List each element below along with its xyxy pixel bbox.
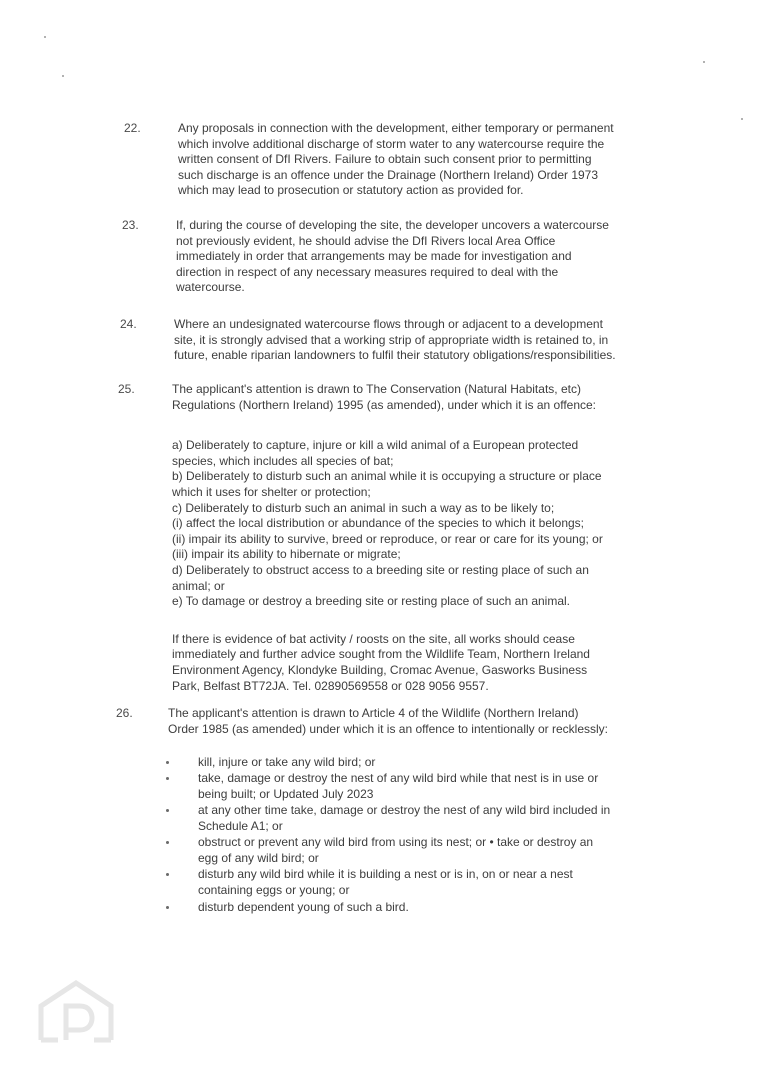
paragraph-body — [178, 121, 614, 199]
text-line: disturb any wild bird while it is building a nest or is in, on or near a nest — [198, 867, 573, 881]
paragraph-gap — [172, 413, 603, 438]
text-line: site, it is strongly advised that a working strip of appropriate width is retained to, in — [174, 332, 609, 347]
text-line: written consent of DfI Rivers. Failure to obtain such consent prior to permitting — [178, 152, 592, 167]
paragraph-number: 25. — [118, 382, 135, 396]
text-line: containing eggs or young; or — [198, 882, 350, 897]
paragraph-body — [172, 382, 603, 694]
text-line: direction in respect of any necessary measures required to deal with the — [176, 264, 559, 279]
text-line: species, which includes all species of bat; — [172, 453, 394, 468]
scan-speck — [741, 118, 743, 120]
text-line: which may lead to prosecution or statutory action as provided for. — [178, 183, 524, 198]
text-line: watercourse. — [176, 280, 245, 295]
text-line: which involve additional discharge of storm water to any watercourse require the — [178, 136, 605, 151]
text-line: The applicant's attention is drawn to Article 4 of the Wildlife (Northern Ireland) — [168, 706, 579, 720]
text-line: e) To damage or destroy a breeding site or resting place of such an animal. — [172, 594, 571, 609]
bullet-dot-icon — [166, 777, 169, 780]
text-line: kill, injure or take any wild bird; or — [198, 755, 376, 769]
scan-speck — [44, 36, 46, 38]
paragraph-gap — [172, 610, 603, 632]
text-line: Any proposals in connection with the development, either temporary or permanent — [178, 121, 614, 135]
scan-speck — [703, 61, 705, 63]
bullet-dot-icon — [166, 841, 169, 844]
text-line: If there is evidence of bat activity / roosts on the site, all works should cease — [172, 631, 575, 646]
text-line: not previously evident, he should advise the DfI Rivers local Area Office — [176, 233, 556, 248]
text-line: being built; or Updated July 2023 — [198, 786, 374, 801]
paragraph-body — [174, 317, 616, 364]
bullet-list — [166, 755, 686, 925]
text-line: Schedule A1; or — [198, 818, 283, 833]
text-line: egg of any wild bird; or — [198, 850, 319, 865]
text-line: at any other time take, damage or destroy the nest of any wild bird included in — [198, 803, 611, 817]
text-line: (ii) impair its ability to survive, breed or reproduce, or rear or care for its young; or — [172, 531, 603, 546]
paragraph-body — [168, 706, 608, 737]
text-line: If, during the course of developing the site, the developer uncovers a watercourse — [176, 218, 609, 232]
house-p-logo-icon — [36, 978, 116, 1044]
text-line: (i) affect the local distribution or abundance of the species to which it belongs; — [172, 516, 585, 531]
paragraph-number: 23. — [122, 218, 139, 232]
text-line: disturb dependent young of such a bird. — [198, 900, 409, 914]
text-line: c) Deliberately to disturb such an animal in such a way as to be likely to; — [172, 500, 555, 515]
text-line: take, damage or destroy the nest of any wild bird while that nest is in use or — [198, 771, 599, 785]
text-line: which it uses for shelter or protection; — [172, 484, 371, 499]
text-line: Environment Agency, Klondyke Building, Cromac Avenue, Gasworks Business — [172, 662, 588, 677]
paragraph-number: 24. — [120, 317, 137, 331]
scan-speck — [62, 75, 64, 77]
text-line: Regulations (Northern Ireland) 1995 (as amended), under which it is an offence: — [172, 397, 597, 412]
text-line: Where an undesignated watercourse flows through or adjacent to a development — [174, 317, 603, 331]
bullet-dot-icon — [166, 873, 169, 876]
text-line: obstruct or prevent any wild bird from using its nest; or • take or destroy an — [198, 835, 594, 849]
text-line: animal; or — [172, 578, 225, 593]
text-line: immediately and further advice sought from the Wildlife Team, Northern Ireland — [172, 647, 590, 662]
text-line: Order 1985 (as amended) under which it is an offence to intentionally or recklessly: — [168, 721, 609, 736]
bullet-dot-icon — [166, 809, 169, 812]
bullet-dot-icon — [166, 906, 169, 909]
text-line: b) Deliberately to disturb such an animal while it is occupying a structure or place — [172, 469, 602, 484]
text-line: (iii) impair its ability to hibernate or migrate; — [172, 547, 401, 562]
text-line: such discharge is an offence under the Drainage (Northern Ireland) Order 1973 — [178, 167, 599, 182]
paragraph-body — [176, 218, 609, 296]
bullet-dot-icon — [166, 761, 169, 764]
text-line: d) Deliberately to obstruct access to a breeding site or resting place of such an — [172, 562, 589, 577]
text-line: a) Deliberately to capture, injure or kill a wild animal of a European protected — [172, 438, 579, 453]
text-line: future, enable riparian landowners to fulfil their statutory obligations/responsibilities. — [174, 348, 616, 363]
text-line: immediately in order that arrangements may be made for investigation and — [176, 249, 572, 264]
paragraph-number: 22. — [124, 121, 141, 135]
text-line: The applicant's attention is drawn to The Conservation (Natural Habitats, etc) — [172, 382, 581, 396]
paragraph-number: 26. — [116, 706, 133, 720]
text-line: Park, Belfast BT72JA. Tel. 02890569558 or 028 9056 9557. — [172, 678, 489, 693]
